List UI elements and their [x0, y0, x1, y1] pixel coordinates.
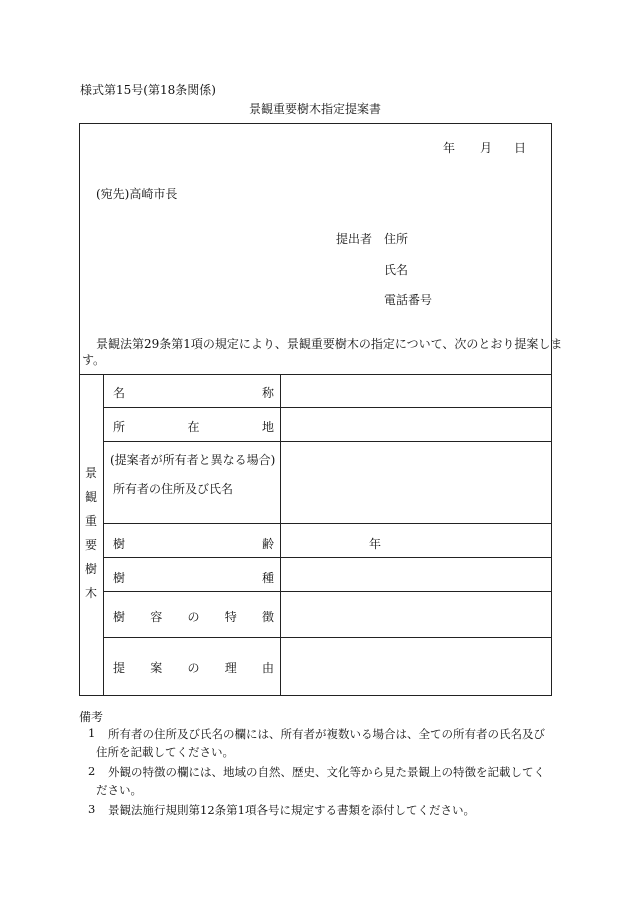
- statement-line-1: 景観法第29条第1項の規定により、景観重要樹木の指定について、次のとおり提案しま: [96, 337, 563, 351]
- column-divider: [280, 374, 281, 696]
- proposer-phone-label: 電話番号: [384, 293, 433, 307]
- row-label-features: 樹 容 の 特 徴: [113, 610, 274, 624]
- proposer-name-label: 氏名: [384, 263, 409, 277]
- notes-heading: 備考: [79, 710, 104, 724]
- age-unit: 年: [369, 537, 382, 551]
- form-number: 様式第15号(第18条関係): [80, 83, 216, 97]
- table-top-rule: [79, 374, 552, 375]
- row-rule: [103, 557, 552, 558]
- section-label-tree: 景 観 重 要 樹 木: [84, 466, 97, 600]
- note-text: 所有者の住所及び氏名の欄には、所有者が複数いる場合は、全ての所有者の氏名及び: [108, 727, 545, 741]
- date-day-label: 日: [514, 141, 527, 155]
- row-rule: [103, 441, 552, 442]
- note-number: 3: [88, 802, 96, 816]
- row-owner-note: (提案者が所有者と異なる場合): [110, 453, 276, 467]
- proposer-label: 提出者: [336, 232, 373, 246]
- row-label-owner: 所有者の住所及び氏名: [113, 482, 234, 496]
- proposer-address-label: 住所: [384, 232, 409, 246]
- row-label-species: 樹 種: [113, 571, 274, 585]
- row-label-age: 樹 齢: [113, 537, 274, 551]
- note-text-cont: ださい。: [96, 783, 142, 797]
- note-text: 外観の特徴の欄には、地域の自然、歴史、文化等から見た景観上の特徴を記載してく: [108, 765, 545, 779]
- date-year-label: 年: [443, 141, 456, 155]
- date-month-label: 月: [480, 141, 493, 155]
- section-divider: [103, 374, 104, 696]
- row-label-reason: 提 案 の 理 由: [113, 661, 274, 675]
- row-label-location: 所 在 地: [113, 420, 274, 434]
- row-rule: [103, 591, 552, 592]
- note-text-cont: 住所を記載してください。: [96, 745, 234, 759]
- addressee: (宛先)高崎市長: [96, 187, 178, 201]
- document-title: 景観重要樹木指定提案書: [248, 102, 381, 116]
- note-text: 景観法施行規則第12条第1項各号に規定する書類を添付してください。: [108, 803, 475, 817]
- note-number: 1: [88, 726, 96, 740]
- statement-line-2: す。: [82, 353, 106, 367]
- row-rule: [103, 637, 552, 638]
- note-number: 2: [88, 764, 96, 778]
- row-rule: [103, 523, 552, 524]
- row-rule: [103, 407, 552, 408]
- row-label-name: 名 称: [113, 386, 274, 400]
